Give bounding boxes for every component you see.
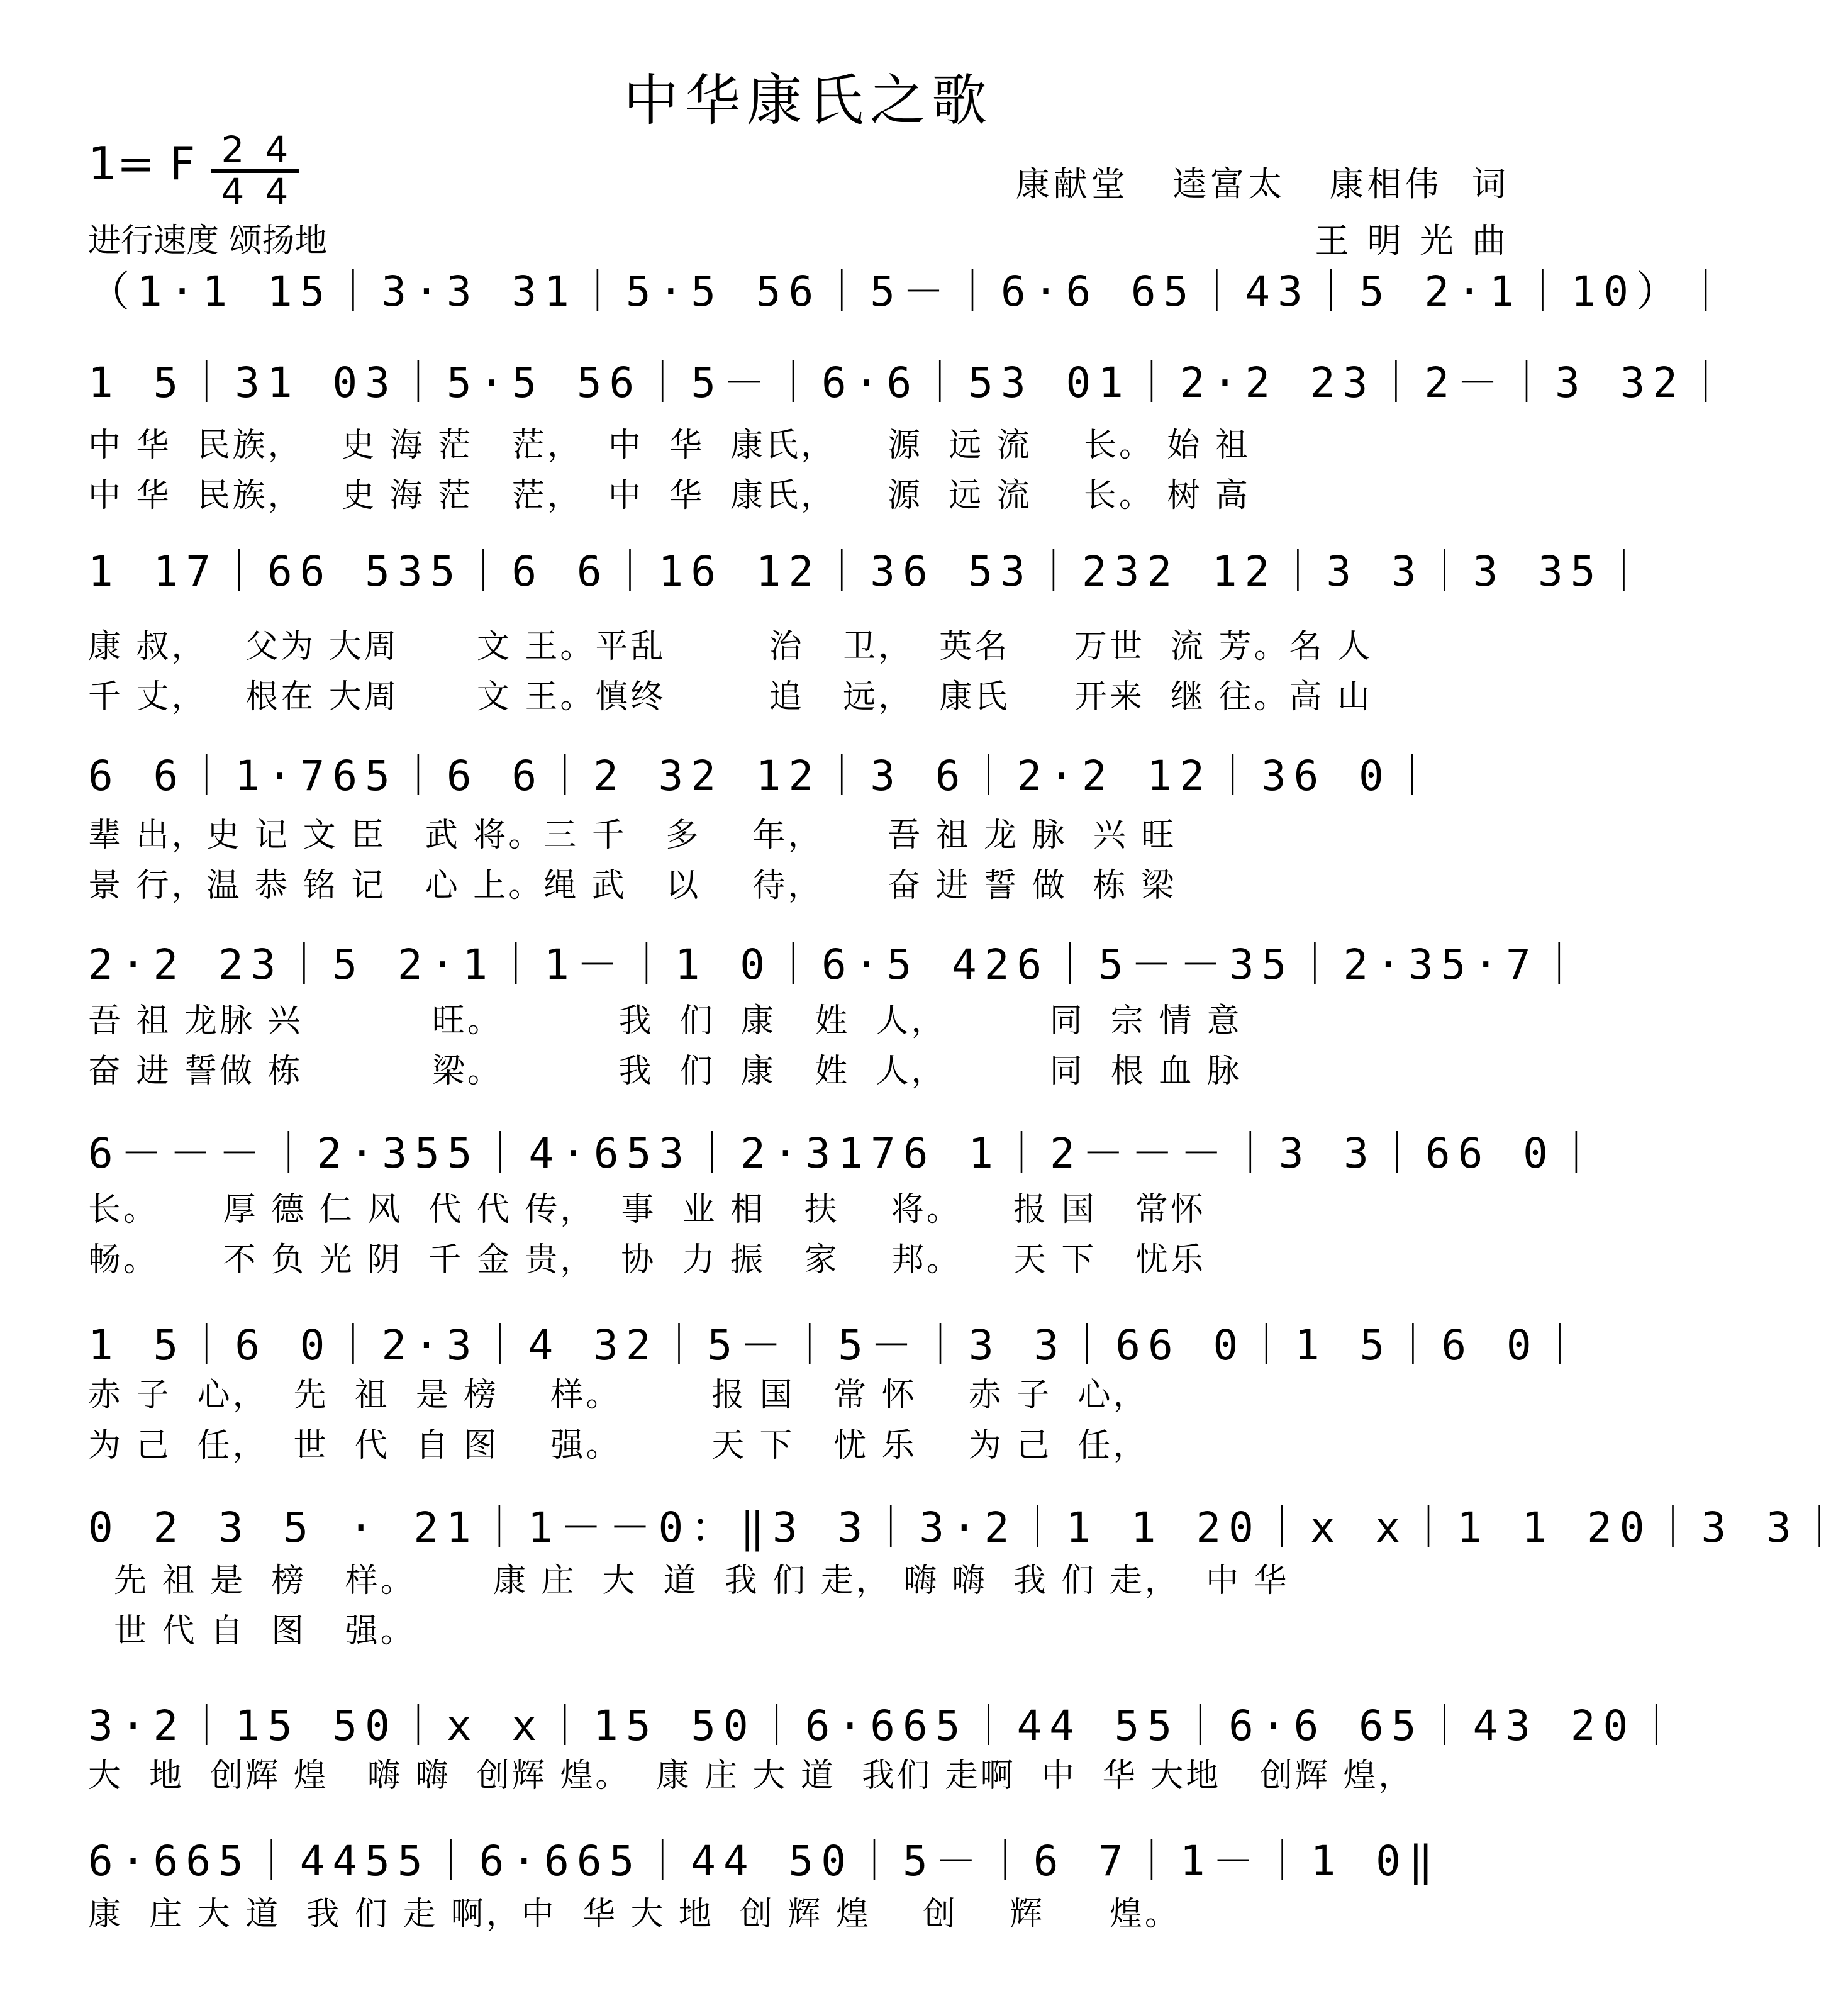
tempo-marking: 进行速度 颂扬地 (88, 222, 328, 260)
lyric-verse-1: 赤 子 心， 先 祖 是 榜 样。 报 国 常 怀 赤 子 心， (88, 1376, 1149, 1414)
lyric-verse-2: 千 丈， 根在 大周 文 王。慎终 追 远， 康氏 开来 继 往。高 山 (88, 678, 1372, 716)
score-line-1 (88, 258, 1735, 318)
score-line-7 (88, 1312, 1588, 1371)
score-line-8 (88, 1494, 1848, 1554)
score-line-9 (88, 1692, 1685, 1752)
lyric-verse-1: 康 庄 大 道 我 们 走 啊，中 华 大 地 创 辉 煌 创 辉 煌。 (88, 1895, 1180, 1933)
melody-line: 1 5｜6 0｜2·3｜4 32｜5－｜5－｜3 3｜66 0｜1 5｜6 0｜ (88, 1321, 1588, 1369)
lyric-verse-1: 康 叔， 父为 大周 文 王。平乱 治 卫， 英名 万世 流 芳。名 人 (88, 628, 1372, 666)
melody-line: 6·665｜4455｜6·665｜44 50｜5－｜6 7｜1－｜1 0‖ (88, 1837, 1441, 1885)
melody-line: （1·1 15｜3·3 31｜5·5 56｜5－｜6·6 65｜43｜5 2·1｜10）｜ (88, 267, 1735, 316)
lyric-verse-1: 长。 厚 德 仁 风 代 代 传， 事 业 相 扶 将。 报 国 常怀 (88, 1191, 1206, 1229)
time-signature-4-4: $\frac{4}{4}$ (255, 131, 299, 211)
lyric-verse-2: 世 代 自 图 强。 (88, 1612, 416, 1650)
lyric-verse-2: 景 行，温 恭 铭 记 心 上。绳 武 以 待， 奋 进 誓 做 栋 梁 (88, 867, 1177, 905)
melody-line: 6－－－｜2·355｜4·653｜2·3176 1｜2－－－｜3 3｜66 0｜ (88, 1129, 1605, 1178)
melody-line: 0 2 3 5 · 21｜1－－0：‖3 3｜3·2｜1 1 20｜x x｜1 1 20｜3 3｜ (88, 1503, 1848, 1552)
score-line-3 (88, 538, 1652, 598)
score-line-5 (88, 931, 1588, 991)
melody-line: 6 6｜1·765｜6 6｜2 32 12｜3 6｜2·2 12｜36 0｜ (88, 752, 1440, 800)
song-title: 中华康氏之歌 (623, 68, 993, 133)
melody-line: 2·2 23｜5 2·1｜1－｜1 0｜6·5 426｜5－－35｜2·35·7｜ (88, 940, 1588, 989)
time-signature-2-4: $\frac{2}{4}$ (211, 131, 255, 211)
score-line-4 (88, 742, 1554, 802)
lyric-verse-1: 大 地 创辉 煌 嗨 嗨 创辉 煌。 康 庄 大 道 我们 走啊 中 华 大地 创辉 煌， (88, 1757, 1414, 1795)
lyric-verse-2: 畅。 不 负 光 阴 千 金 贵， 协 力 振 家 邦。 天 下 忧乐 (88, 1241, 1206, 1279)
score-line-2 (88, 349, 1735, 409)
lyric-verse-1: 先 祖 是 榜 样。 康 庄 大 道 我 们 走， 嗨 嗨 我 们 走， 中 华 (88, 1562, 1289, 1600)
lyric-verse-2: 为 己 任， 世 代 自 图 强。 天 下 忧 乐 为 己 任， (88, 1427, 1149, 1464)
composer-credit: 王 明 光 曲 (1315, 221, 1510, 260)
key-signature: 1= F (88, 137, 196, 190)
lyricist-credit: 康献堂 逵富太 康相伟 词 (1015, 164, 1510, 204)
score-line-10 (88, 1827, 1554, 1887)
melody-line: 1 5｜31 03｜5·5 56｜5－｜6·6｜53 01｜2·2 23｜2－｜3 32｜ (88, 359, 1735, 407)
lyric-verse-1: 中 华 民族， 史 海 茫 茫， 中 华 康氏， 源 远 流 长。 始 祖 (88, 427, 1250, 464)
melody-line: 1 17｜66 535｜6 6｜16 12｜36 53｜232 12｜3 3｜3 35｜ (88, 547, 1652, 596)
lyric-verse-1: 辈 出，史 记 文 臣 武 将。三 千 多 年， 吾 祖 龙 脉 兴 旺 (88, 817, 1177, 854)
lyric-verse-2: 中 华 民族， 史 海 茫 茫， 中 华 康氏， 源 远 流 长。 树 高 (88, 477, 1250, 515)
lyric-verse-2: 奋 进 誓做 栋 梁。 我 们 康 姓 人， 同 根 血 脉 (88, 1052, 1242, 1090)
score-line-6 (88, 1120, 1605, 1179)
melody-line: 3·2｜15 50｜x x｜15 50｜6·665｜44 55｜6·6 65｜43 20｜ (88, 1702, 1685, 1750)
lyric-verse-1: 吾 祖 龙脉 兴 旺。 我 们 康 姓 人， 同 宗 情 意 (88, 1002, 1242, 1040)
